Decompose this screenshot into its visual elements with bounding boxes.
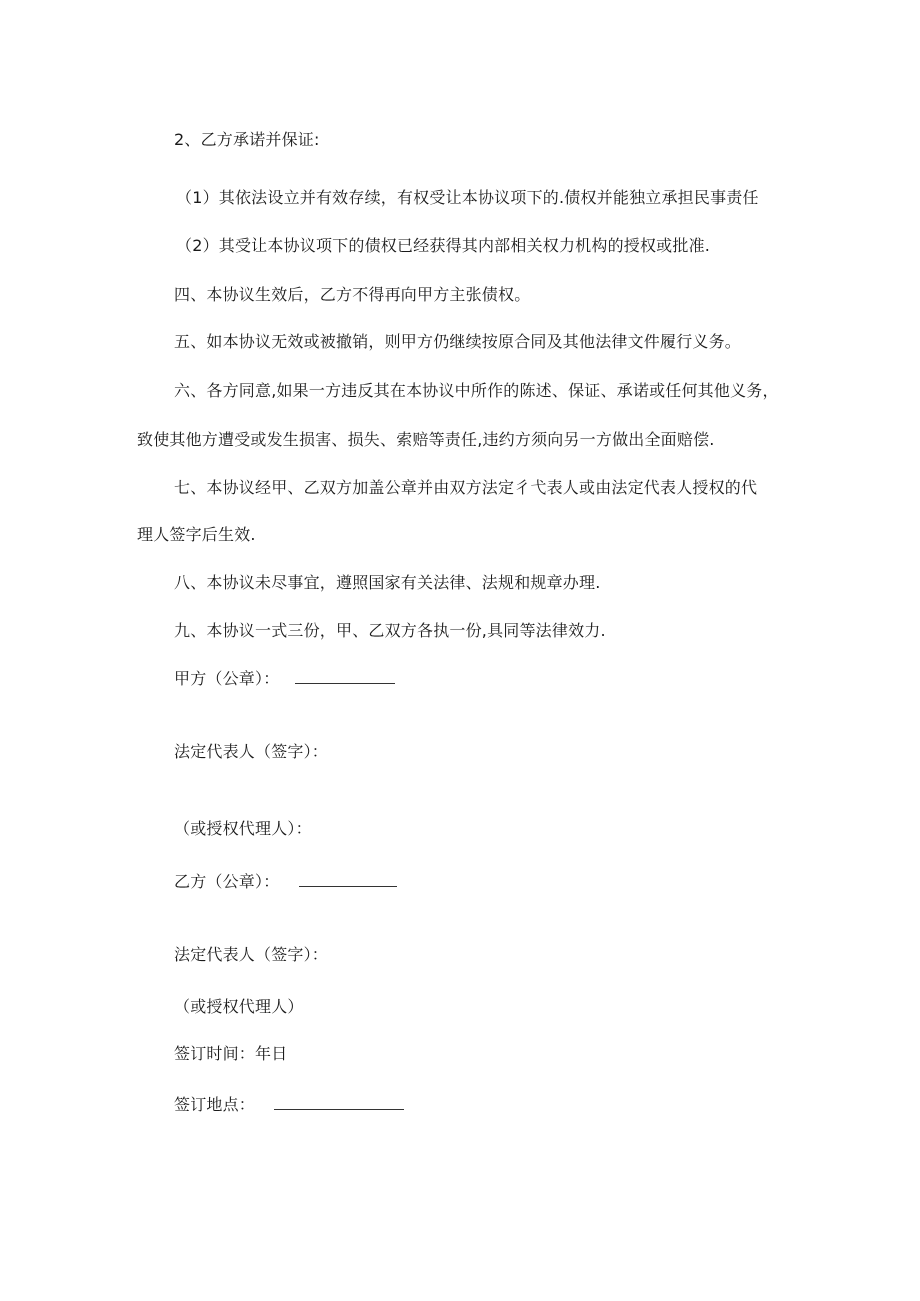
party-a-seal-blank [295,669,395,684]
clause-2-item-1: （1）其依法设立并有效存续，有权受让本协议项下的.债权并能独立承担民事责任 [176,188,759,207]
sign-place-label: 签订地点： [174,1095,256,1114]
clause-6-line-2: 致使其他方遭受或发生损害、损失、索赔等责任,违约方须向另一方做出全面赔偿. [137,430,715,449]
clause-2-heading: 2、乙方承诺并保证: [174,130,320,149]
party-a-rep-label: 法定代表人（签字）： [174,742,329,761]
sign-place-row [174,1094,404,1116]
clause-6-line-1: 六、各方同意,如果一方违反其在本协议中所作的陈述、保证、承诺或任何其他义务， [174,381,779,400]
party-a-seal-label: 甲方（公章）： [174,669,280,688]
clause-7-line-2: 理人签字后生效. [137,525,256,544]
sign-date-label: 签订时间：年日 [174,1044,288,1063]
party-b-rep-label: 法定代表人（签字）： [174,945,329,964]
party-b-agent-label: （或授权代理人） [174,997,304,1016]
party-a-seal-row [174,668,395,690]
sign-place-blank [274,1095,404,1110]
party-b-seal-blank [299,872,397,887]
party-b-seal-label: 乙方（公章）： [174,872,280,891]
party-b-seal-row [174,871,397,893]
clause-7-line-1: 七、本协议经甲、乙双方加盖公章并由双方法定彳弋表人或由法定代表人授权的代 [174,478,758,497]
clause-8: 八、本协议未尽事宜，遵照国家有关法律、法规和规章办理. [174,573,601,592]
clause-2-item-2: （2）其受让本协议项下的债权已经获得其内部相关权力机构的授权或批准. [176,236,711,255]
clause-5: 五、如本协议无效或被撤销，则甲方仍继续按原合同及其他法律文件履行义务。 [174,332,742,351]
clause-9: 九、本协议一式三份，甲、乙双方各执一份,具同等法律效力. [174,621,606,640]
party-a-agent-label: （或授权代理人）： [174,819,312,838]
clause-4: 四、本协议生效后，乙方不得再向甲方主张债权。 [174,285,531,304]
